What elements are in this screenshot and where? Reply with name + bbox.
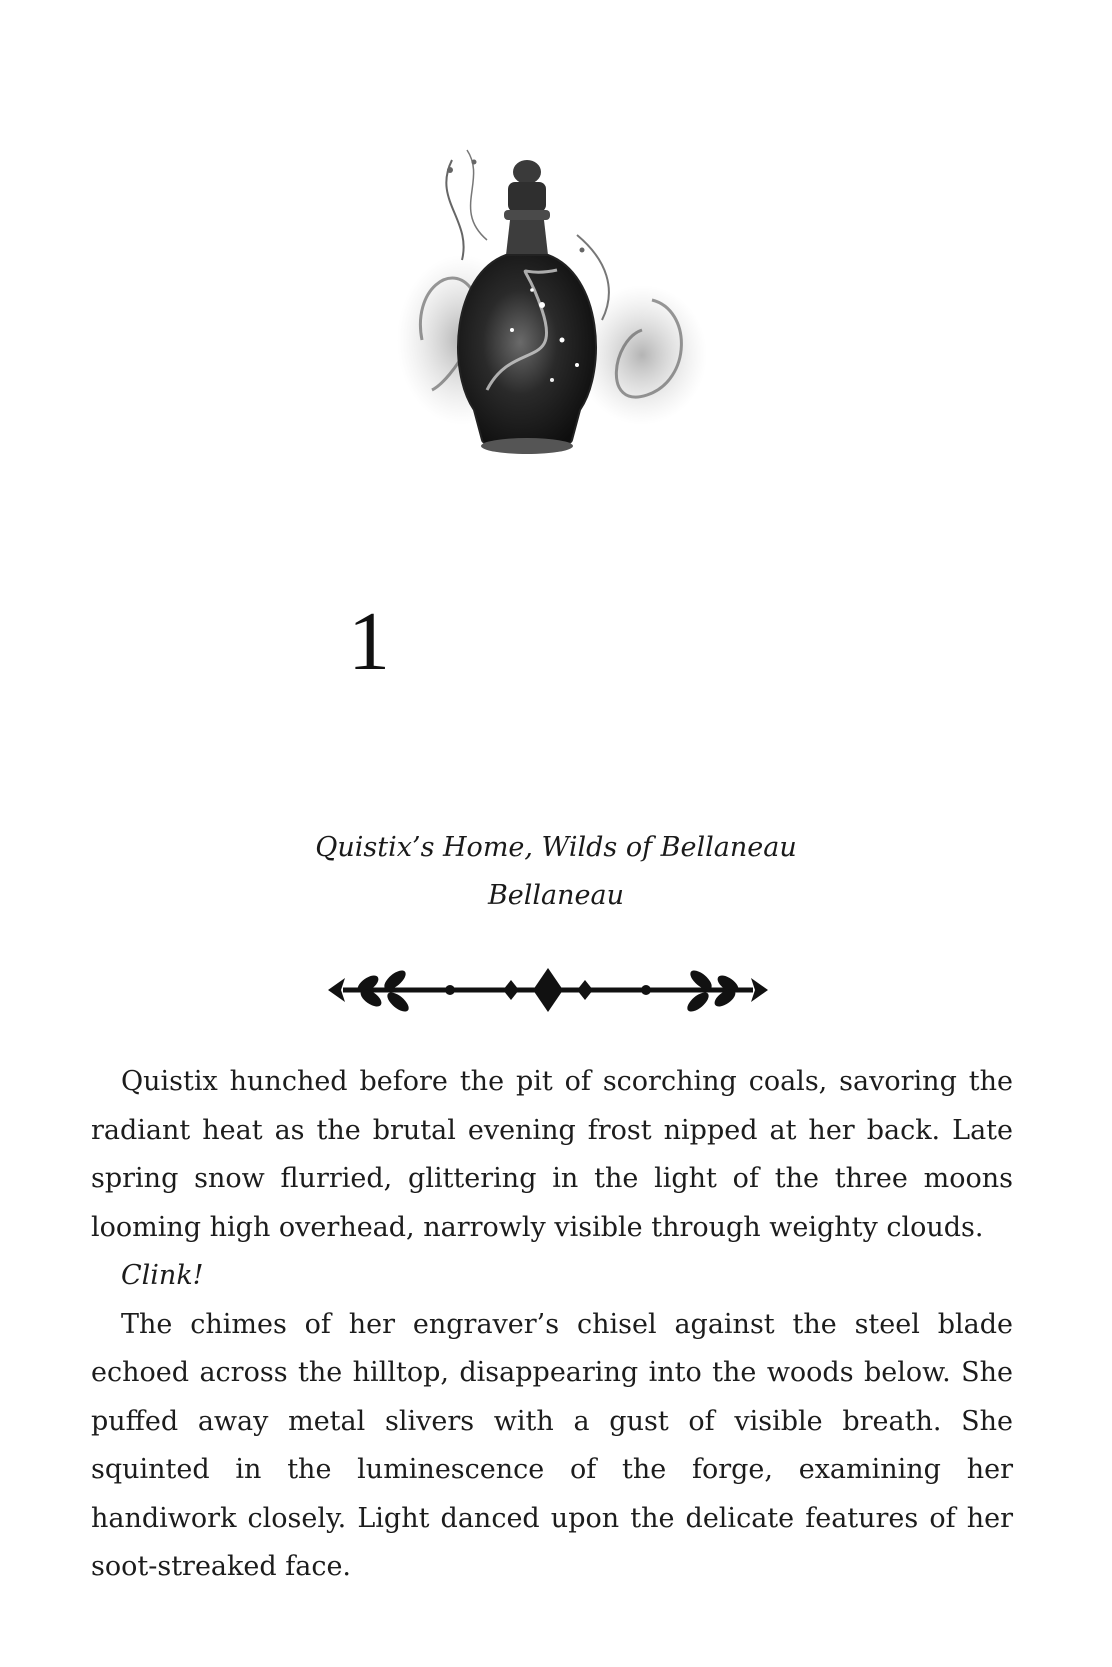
paragraph-sound-effect: Clink! <box>121 1260 204 1291</box>
location-heading: Quistix’s Home, Wilds of Bellaneau <box>315 832 797 863</box>
floral-divider-icon <box>323 960 773 1020</box>
paragraph: The chimes of her engraver’s chisel against the steel blade echoed across the hilltop, disappearing into the woods below. She puffed away metal slivers with a gust of visible breath. She squinted in the luminescence of the forge, examining her handiwork closely. Light danced upon the delicate features of her soot-streaked face. <box>91 1308 1013 1582</box>
location-subheading: Bellaneau <box>487 880 625 911</box>
chapter-body <box>91 1058 1013 1592</box>
chapter-number: 1 <box>348 595 390 688</box>
paragraph: Quistix hunched before the pit of scorching coals, savoring the radiant heat as the brutal evening frost nipped at her back. Late spring snow flurried, glittering in the light of the three moons looming high overhead, narrowly visible through weighty clouds. <box>91 1066 1013 1243</box>
potion-bottle-icon <box>392 140 722 490</box>
